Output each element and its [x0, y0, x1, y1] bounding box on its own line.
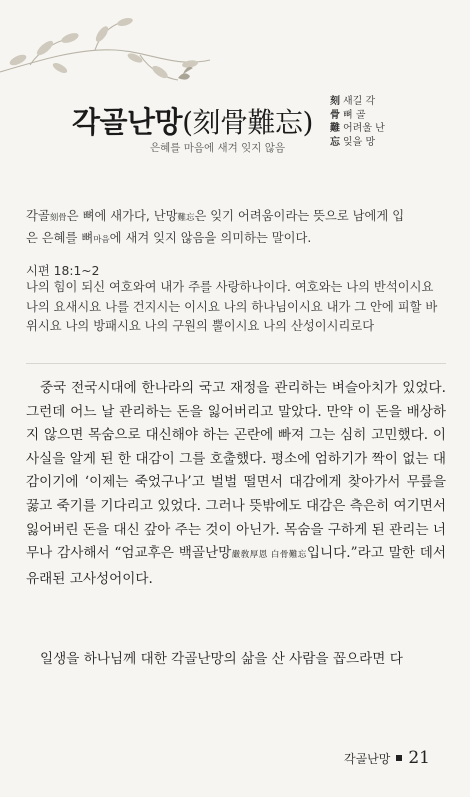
verse-text: 나의 힘이 되신 여호와여 내가 주를 사랑하나이다. 여호와는 나의 반석이시요 나의 요새시요 나를 건지시는 이시요 나의 하나님이시요 내가 그 안에 피할 바위시요 나의 방패시요 나의 구원의 뿔이시요 나의 산성이시리로다 [26, 280, 438, 333]
glossary-entry: 難 어려울 난 [330, 123, 385, 134]
verse-reference: 시편 18:1~2 [26, 264, 100, 278]
page-number: 21 [408, 748, 430, 768]
glossary-entry: 骨 뼈 골 [330, 109, 366, 121]
square-bullet-icon [396, 755, 402, 761]
definition-text: 각골刻骨은 뼈에 새가다, 난망難忘은 잊기 어려움이라는 뜻으로 남에게 입 은 은혜를 뼈마음에 새겨 잊지 않음을 의미하는 말이다. [26, 209, 405, 245]
vine-ornament-icon [0, 0, 230, 110]
glossary-entry: 忘 잊을 망 [330, 136, 376, 148]
page-footer [344, 748, 430, 768]
body-paragraph: 일생을 하나님께 대한 각골난망의 삶을 산 사람을 꼽으라면 다 [40, 651, 403, 667]
running-title: 각골난망 [343, 751, 391, 766]
section-divider [26, 363, 446, 364]
title-korean: 각골난망 [72, 105, 183, 139]
body-paragraph: 중국 전국시대에 한나라의 국고 재정을 관리하는 벼슬아치가 있었다. 그런데 어느 날 관리하는 돈을 잃어버리고 말았다. 만약 이 돈을 배상하지 않으면 목숨으로 대신해야 하는 곤란에 빠져 그는 심히 고민했다. 이 사실을 알게 된 한 대감이 그를 호출했다. 평소에 엄하기가 짝이 없는 대감이기에 ‘이제는 죽었구나’고 벌벌 떨면서 대감에게 찾아가서 무릎을 꿇고 죽기를 기다리고 있었다. 그러나 뜻밖에도 대감은 측은히 여기면서 잃어버린 돈을 대신 갚아 주는 것이 아닌가. 목숨을 구하게 된 관리는 너무나 감사해서 “엄교후은 백골난망嚴敎厚恩 白骨難忘입니다.”라고 말한 데서 유래된 고사성어이다. [26, 380, 446, 587]
title-hanja: (刻骨難忘) [182, 106, 313, 139]
glossary-entry: 刻 새길 각 [330, 96, 376, 107]
page-subtitle: 은혜를 마음에 새겨 잊지 않음 [150, 142, 286, 154]
hanja-glossary [330, 95, 385, 149]
title-block [72, 100, 313, 141]
page-title [72, 100, 313, 141]
